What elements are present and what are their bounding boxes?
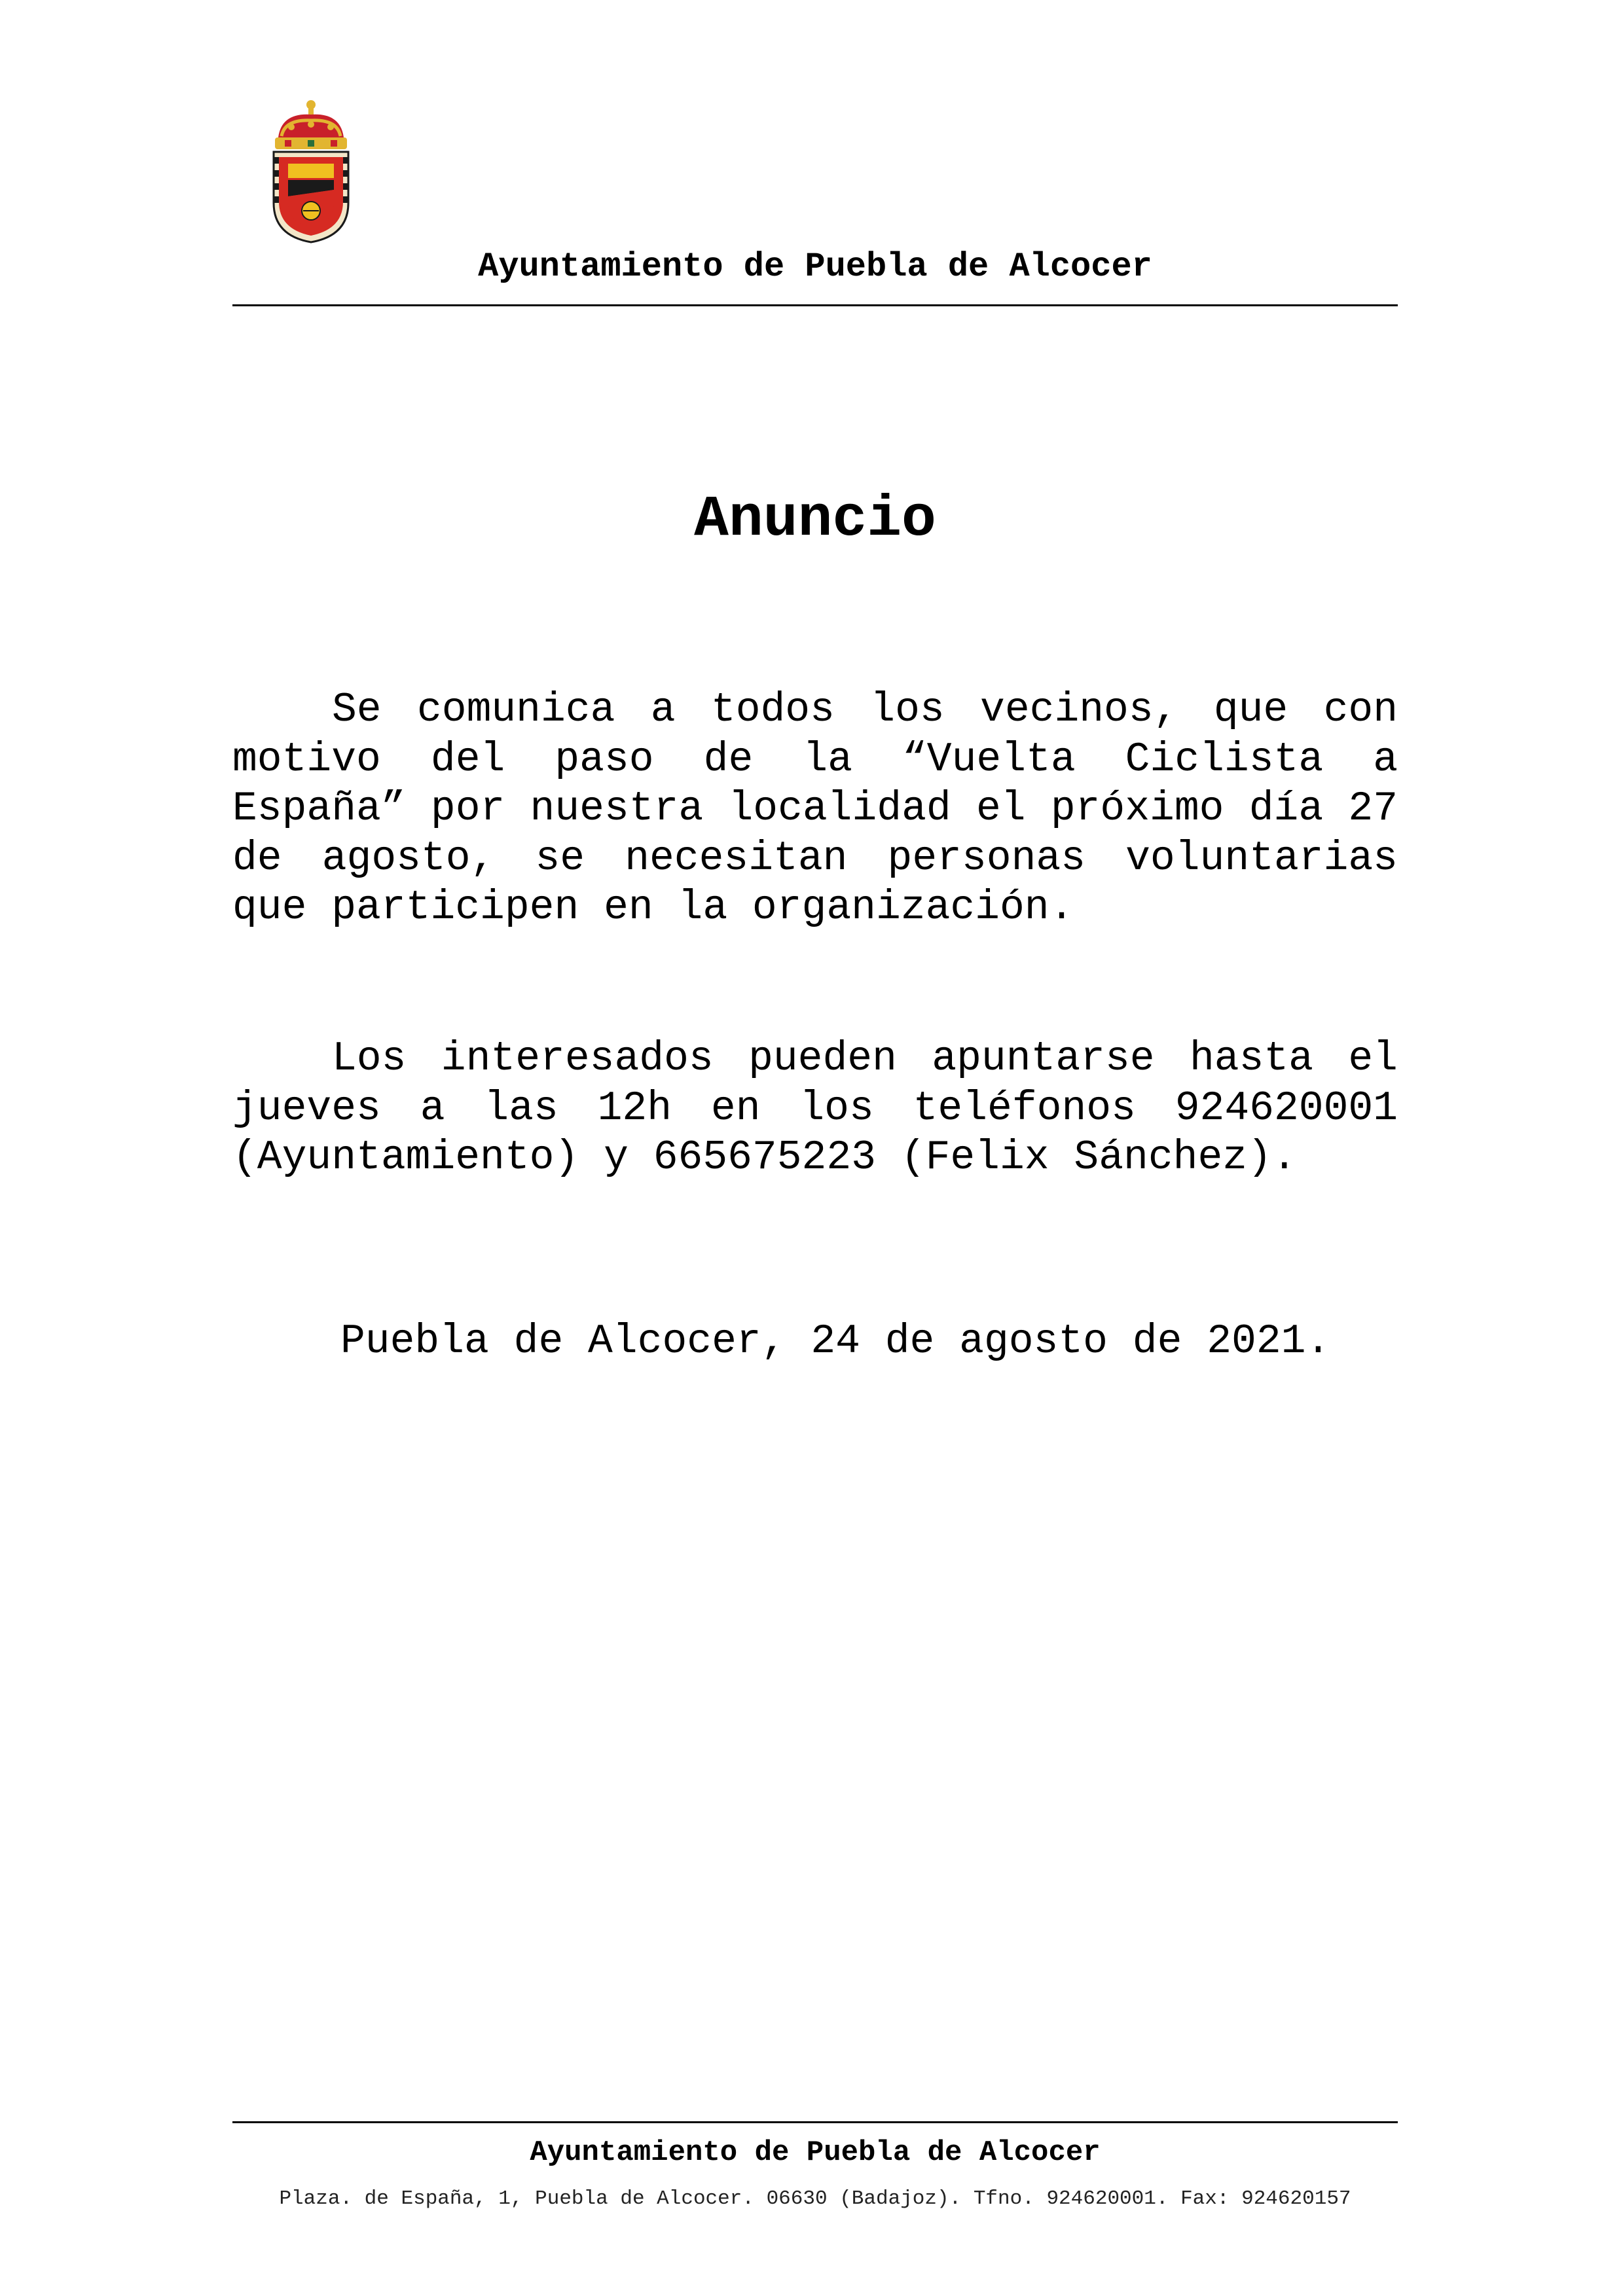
coat-of-arms-icon <box>262 98 360 245</box>
contact-paragraph: Los interesados pueden apuntarse hasta el jueves a las 12h en los teléfonos 924620001 (Ayuntamiento) y 665675223 (Felix Sánchez). <box>232 1035 1398 1181</box>
footer-title: Ayuntamiento de Puebla de Alcocer <box>530 2136 1101 2169</box>
footer-divider <box>232 2121 1398 2123</box>
announcement-paragraph: Se comunica a todos los vecinos, que con motivo del paso de la “Vuelta Ciclista a España” por nuestra localidad el próximo día 27 de agosto, se necesitan personas voluntarias que participen en la organización. <box>232 687 1398 931</box>
header-title: Ayuntamiento de Puebla de Alcocer <box>478 247 1152 286</box>
header-divider <box>232 304 1398 306</box>
footer-address: Plaza. de España, 1, Puebla de Alcocer. 06630 (Badajoz). Tfno. 924620001. Fax: 924620157 <box>279 2187 1351 2210</box>
place-date-line: Puebla de Alcocer, 24 de agosto de 2021. <box>340 1318 1331 1365</box>
document-title: Anuncio <box>694 488 936 552</box>
